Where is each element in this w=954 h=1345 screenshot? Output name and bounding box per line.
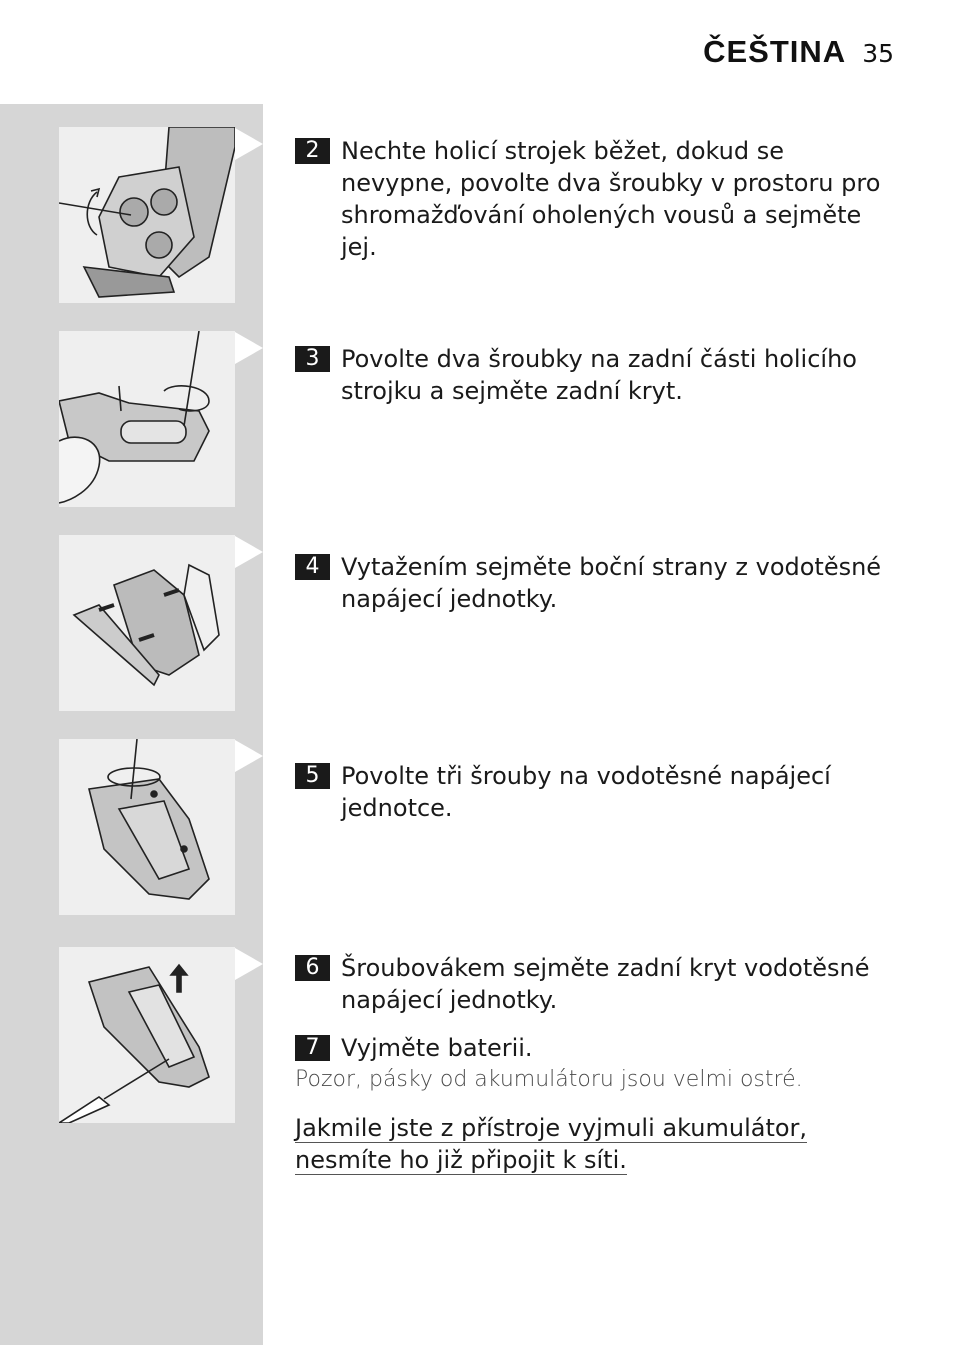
step-5: [295, 760, 895, 824]
illustration-step-2: [59, 127, 235, 303]
notch-step-2: [235, 128, 263, 160]
language-heading: ČEŠTINA: [703, 34, 847, 69]
step-text: Povolte dva šroubky na zadní části holicího strojku a sejměte zadní kryt.: [341, 345, 857, 405]
page-number: 35: [862, 39, 894, 68]
notch-step-6: [235, 948, 263, 980]
illustration-step-5: [59, 739, 235, 915]
step-7: [295, 1032, 895, 1064]
step-number: 4: [295, 554, 330, 580]
step-number: 3: [295, 346, 330, 372]
illustration-step-3: [59, 331, 235, 507]
page-header: [703, 34, 894, 70]
caution-note: Pozor, pásky od akumulátoru jsou velmi ostré.: [295, 1067, 803, 1092]
step-text: Vytažením sejměte boční strany z vodotěsné napájecí jednotky.: [341, 553, 882, 613]
warning-text: Jakmile jste z přístroje vyjmuli akumulátor, nesmíte ho již připojit k síti.: [295, 1114, 808, 1174]
step-number: 5: [295, 763, 330, 789]
step-text: Šroubovákem sejměte zadní kryt vodotěsné napájecí jednotky.: [341, 954, 870, 1014]
step-text: Povolte tři šrouby na vodotěsné napájecí jednotce.: [341, 762, 831, 822]
step-number: 2: [295, 138, 330, 164]
notch-step-4: [235, 536, 263, 568]
illustration-step-6-7: [59, 947, 235, 1123]
notch-step-5: [235, 740, 263, 772]
step-number: 6: [295, 955, 330, 981]
notch-step-3: [235, 332, 263, 364]
step-6: [295, 952, 895, 1016]
illustration-step-4: [59, 535, 235, 711]
step-text: Vyjměte baterii.: [341, 1034, 533, 1062]
warning-paragraph: [295, 1112, 891, 1176]
step-text: Nechte holicí strojek běžet, dokud se nevypne, povolte dva šroubky v prostoru pro shromažďování oholených vousů a sejměte jej.: [341, 137, 881, 261]
step-4: [295, 551, 895, 615]
step-3: [295, 343, 895, 407]
step-number: 7: [295, 1035, 330, 1061]
step-2: [295, 135, 895, 263]
